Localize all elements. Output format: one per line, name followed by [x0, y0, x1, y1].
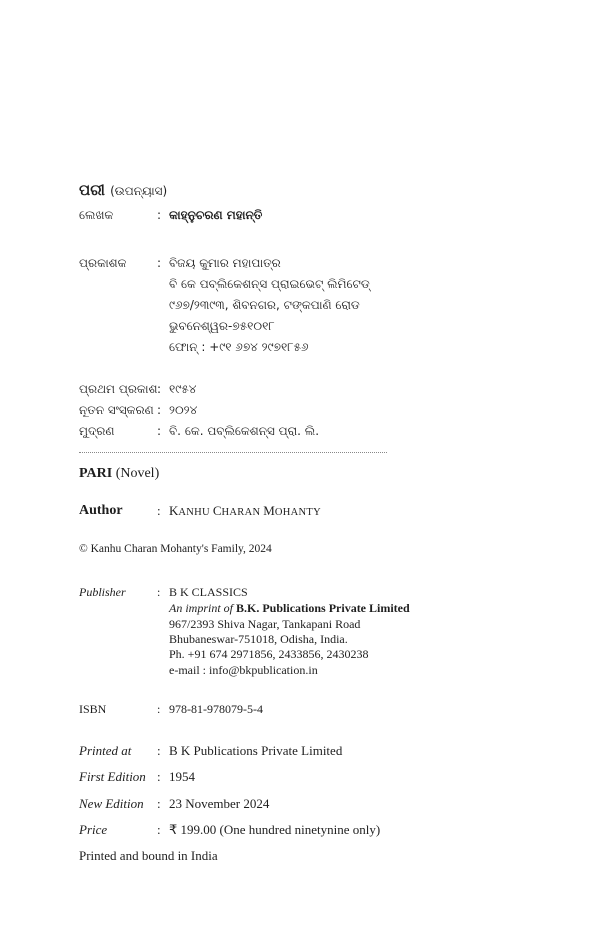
- colon: :: [157, 424, 162, 438]
- odia-title-text: ପରୀ: [79, 181, 105, 199]
- colon: :: [157, 796, 161, 811]
- odia-publisher-line-2: ବି କେ ପବ୍ଲିକେଶନ୍ସ ପ୍ରାଇଭେଟ୍ ଲିମିଟେଡ୍: [169, 277, 370, 291]
- address-line-1: 967/2393 Shiva Nagar, Tankapani Road: [169, 617, 361, 631]
- odia-publisher-line-4: ଭୁବନେଶ୍ୱର-୭୫୧୦୧୮: [169, 319, 275, 333]
- english-author-label: Author: [79, 503, 123, 518]
- printed-label: Printed at: [79, 743, 132, 758]
- english-publisher-label: Publisher: [79, 585, 126, 599]
- copyright-notice: © Kanhu Charan Mohanty's Family, 2024: [79, 543, 272, 555]
- address-line-2: Bhubaneswar-751018, Odisha, India.: [169, 632, 348, 646]
- english-title-sub: (Novel): [115, 466, 160, 481]
- colon: :: [157, 585, 161, 599]
- email-line: e-mail : info@bkpublication.in: [169, 663, 318, 677]
- publisher-name: B K CLASSICS: [169, 585, 248, 599]
- printed-value: B K Publications Private Limited: [169, 743, 343, 758]
- odia-print-value: ବି. କେ. ପବ୍ଲିକେଶନ୍ସ ପ୍ରା. ଲି.: [169, 424, 320, 438]
- imprint-line: [169, 601, 410, 616]
- odia-publisher-line-5: ଫୋନ୍ : +୯୧ ୬୭୪ ୨୯୭୧୮୫୬: [169, 340, 309, 354]
- dotted-divider: [79, 452, 387, 453]
- odia-publisher-line-1: ବିଜୟ କୁମାର ମହାପାତ୍ର: [169, 256, 281, 270]
- new-edition-label: New Edition: [79, 796, 144, 811]
- colon: :: [157, 256, 162, 270]
- odia-publisher-label: ପ୍ରକାଶକ: [79, 256, 127, 270]
- colon: :: [157, 382, 162, 396]
- imprint-prefix: An imprint of: [169, 601, 234, 615]
- colon: :: [157, 403, 162, 417]
- odia-author-value: କାହ୍ନୁଚରଣ ମହାନ୍ତି: [169, 208, 263, 222]
- printed-in-india: Printed and bound in India: [79, 848, 218, 863]
- english-title-text: PARI: [79, 466, 113, 481]
- odia-new-label: ନୂତନ ସଂସ୍କରଣ: [79, 403, 154, 417]
- first-edition-value: 1954: [169, 769, 195, 784]
- odia-first-value: ୧୯୫୪: [169, 382, 197, 396]
- english-title: [79, 466, 159, 482]
- odia-title: [79, 181, 167, 199]
- odia-title-sub: (ଉପନ୍ୟାସ): [110, 184, 168, 198]
- colon: :: [157, 503, 161, 518]
- colon: :: [157, 743, 161, 758]
- imprint-name: B.K. Publications Private Limited: [236, 601, 410, 615]
- odia-first-label: ପ୍ରଥମ ପ୍ରକାଶ: [79, 382, 158, 396]
- price-label: Price: [79, 822, 108, 837]
- price-value: ₹ 199.00 (One hundred ninetynine only): [169, 822, 381, 837]
- colon: :: [157, 208, 162, 222]
- english-author-value: KANHU CHARAN MOHANTY: [169, 503, 321, 518]
- odia-new-value: ୨୦୨୪: [169, 403, 198, 417]
- odia-publisher-line-3: ୯୬୭/୨୩୯୩, ଶିବନଗର, ଟଙ୍କପାଣି ରୋଡ: [169, 298, 360, 312]
- isbn-value: 978-81-978079-5-4: [169, 702, 263, 716]
- odia-print-label: ମୁଦ୍ରଣ: [79, 424, 115, 438]
- first-edition-label: First Edition: [79, 769, 146, 784]
- odia-author-label: ଲେଖକ: [79, 208, 114, 222]
- new-edition-value: 23 November 2024: [169, 796, 270, 811]
- phone-line: Ph. +91 674 2971856, 2433856, 2430238: [169, 647, 369, 661]
- isbn-label: ISBN: [79, 702, 107, 716]
- colon: :: [157, 769, 161, 784]
- colon: :: [157, 702, 161, 716]
- colon: :: [157, 822, 161, 837]
